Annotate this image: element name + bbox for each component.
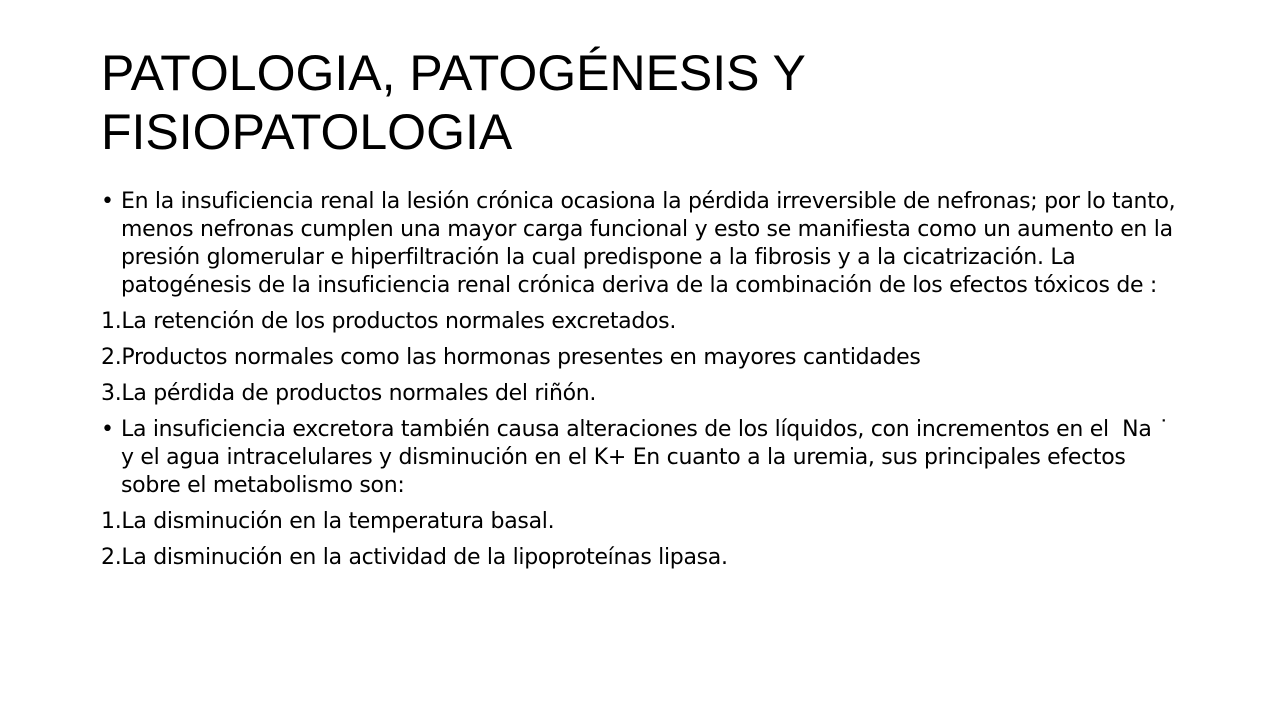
bullet-icon: • — [101, 189, 114, 214]
list-item — [101, 544, 1191, 572]
list-item — [101, 308, 1191, 336]
bullet-paragraph-2 — [101, 416, 1191, 500]
list-number: 1. — [101, 309, 122, 334]
slide-body — [101, 188, 1191, 580]
bullet-paragraph-1 — [101, 188, 1191, 300]
list-item — [101, 344, 1191, 372]
list-number: 3. — [101, 381, 122, 406]
bullet-icon: • — [101, 417, 114, 442]
list-item-text: Productos normales como las hormonas presentes en mayores cantidades — [121, 345, 921, 370]
list-item-text: La retención de los productos normales excretados. — [121, 309, 677, 334]
paragraph-text: En la insuficiencia renal la lesión crónica ocasiona la pérdida irreversible de nefronas; por lo tanto, menos nefronas cumplen una mayor carga funcional y esto se manifiesta como un aumento en la presión glomerular e hiperfiltración la cual predispone a la fibrosis y a la cicatrización. La patogénesis de la insuficiencia renal crónica deriva de la combinación de los efectos tóxicos de : — [121, 189, 1176, 298]
list-number: 1. — [101, 509, 122, 534]
list-item-text: La disminución en la temperatura basal. — [121, 509, 555, 534]
slide-title: PATOLOGIA, PATOGÉNESIS Y FISIOPATOLOGIA — [101, 45, 805, 160]
list-number: 2. — [101, 545, 122, 570]
paragraph-text: La insuficiencia excretora también causa alteraciones de los líquidos, con incrementos en el Na ˙ y el agua intracelulares y disminución en el K+ En cuanto a la uremia, sus principales efectos sobre el metabolismo son: — [121, 417, 1183, 498]
list-number: 2. — [101, 345, 122, 370]
list-item-text: La disminución en la actividad de la lipoproteínas lipasa. — [121, 545, 728, 570]
list-item — [101, 380, 1191, 408]
list-item — [101, 508, 1191, 536]
list-item-text: La pérdida de productos normales del riñón. — [121, 381, 597, 406]
